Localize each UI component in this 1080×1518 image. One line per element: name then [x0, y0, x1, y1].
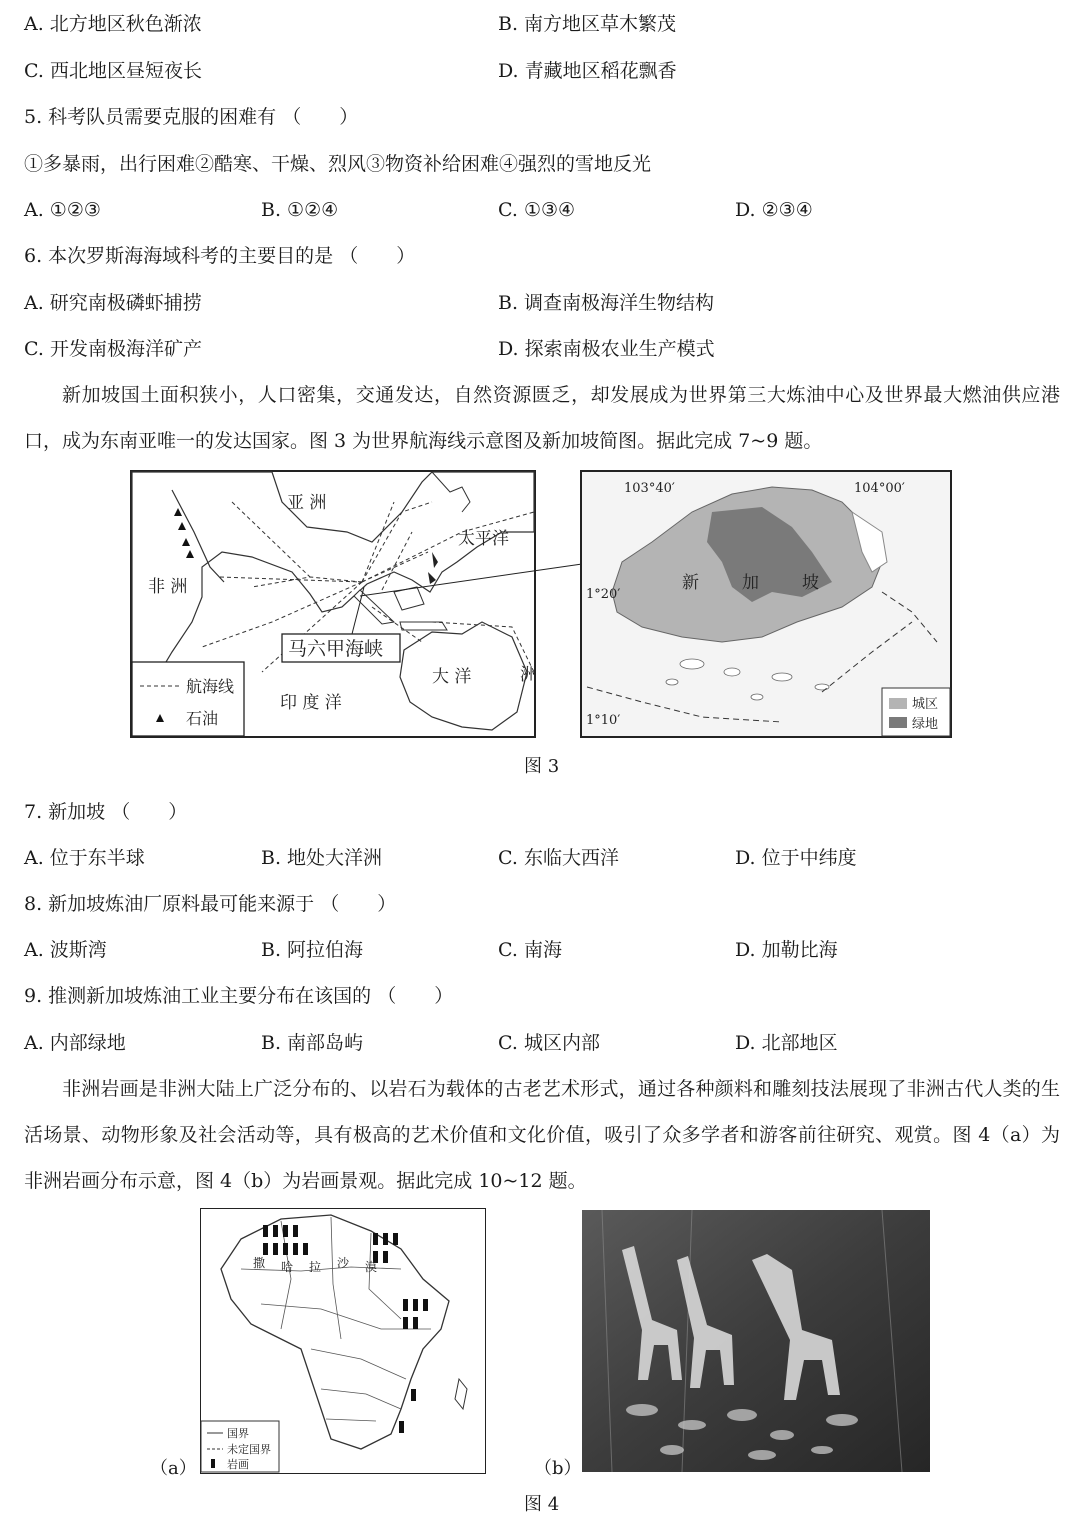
q9-option-d: D. 北部地区 [735, 1032, 838, 1054]
legend-undefined-border: 未定国界 [227, 1443, 271, 1456]
q7-option-d: D. 位于中纬度 [735, 847, 857, 869]
legend-green-swatch [889, 717, 907, 728]
passage-singapore: 新加坡国土面积狭小，人口密集，交通发达，自然资源匮乏，却发展成为世界第三大炼油中心及世界最大燃油供应港口，成为东南亚唯一的发达国家。图 3 为世界航海线示意图及新加坡简图。据此完成 7~9 题。 [24, 384, 1060, 452]
label-oceania-zhou: 洲 [520, 665, 537, 685]
figure-4a-label: （a） [150, 1458, 197, 1479]
q5-stem: 5. 科考队员需要克服的困难有 （ ） [24, 106, 359, 128]
q7-option-c: C. 东临大西洋 [498, 847, 619, 869]
sahara-char-4: 沙 [337, 1256, 350, 1270]
q4-option-c: C. 西北地区昼短夜长 [24, 60, 202, 82]
figure-4b-label: （b） [534, 1458, 582, 1479]
label-malacca-strait: 马六甲海峡 [288, 638, 384, 660]
legend-green: 绿地 [912, 717, 939, 732]
label-africa: 非 洲 [148, 577, 188, 597]
label-asia: 亚 洲 [287, 493, 327, 513]
shipping-route-map [130, 470, 536, 738]
sahara-char-3: 拉 [309, 1260, 322, 1274]
lon-103-40: 103°40′ [624, 481, 675, 496]
q8-option-b: B. 阿拉伯海 [261, 939, 364, 961]
q5-option-d: D. ②③④ [735, 199, 813, 221]
sahara-char-2: 哈 [281, 1260, 294, 1274]
q5-option-c: C. ①③④ [498, 199, 576, 221]
q6-stem: 6. 本次罗斯海海域科考的主要目的是 （ ） [24, 245, 416, 267]
q8-option-a: A. 波斯湾 [24, 939, 107, 961]
legend-route: 航海线 [186, 677, 235, 696]
q9-option-b: B. 南部岛屿 [261, 1032, 364, 1054]
q9-stem: 9. 推测新加坡炼油工业主要分布在该国的 （ ） [24, 985, 454, 1007]
rock-art-photo [582, 1210, 930, 1472]
q4-option-b: B. 南方地区草木繁茂 [498, 13, 677, 35]
sahara-char-1: 撒 [253, 1256, 266, 1270]
figure-3-caption: 图 3 [524, 756, 560, 777]
q5-items: ①多暴雨，出行困难②酷寒、干燥、烈风③物资补给困难④强烈的雪地反光 [24, 153, 652, 175]
lon-104-00: 104°00′ [854, 481, 905, 496]
q6-option-a: A. 研究南极磷虾捕捞 [24, 292, 202, 314]
q5-option-b: B. ①②④ [261, 199, 339, 221]
q7-option-a: A. 位于东半球 [24, 847, 145, 869]
map-char-2: 加 [742, 573, 759, 593]
legend-urban: 城区 [912, 697, 939, 712]
figure-4-caption: 图 4 [524, 1494, 560, 1515]
legend-oil: 石油 [186, 709, 219, 728]
passage-africa: 非洲岩画是非洲大陆上广泛分布的、以岩石为载体的古老艺术形式，通过各种颜料和雕刻技法展现了非洲古代人类的生活场景、动物形象及社会活动等，具有极高的艺术价值和文化价值，吸引了众多学者和游客前往研究、观赏。图 4（a）为非洲岩画分布示意，图 4（b）为岩画景观。据此完成 10~12 题。 [24, 1078, 1060, 1192]
label-indian-ocean: 印 度 洋 [280, 693, 342, 713]
legend-urban-swatch [889, 698, 907, 709]
q4-option-d: D. 青藏地区稻花飘香 [498, 60, 677, 82]
q5-option-a: A. ①②③ [24, 199, 101, 221]
label-oceania: 大 洋 [432, 667, 472, 687]
legend-border: 国界 [227, 1427, 249, 1440]
singapore-map [580, 470, 952, 738]
map-char-1: 新 [682, 573, 699, 593]
q9-option-a: A. 内部绿地 [24, 1032, 126, 1054]
q7-option-b: B. 地处大洋洲 [261, 847, 383, 869]
africa-rock-art-map [200, 1208, 486, 1474]
map-char-3: 坡 [802, 573, 819, 593]
q8-stem: 8. 新加坡炼油厂原料最可能来源于 （ ） [24, 893, 397, 915]
q4-option-a: A. 北方地区秋色渐浓 [24, 13, 202, 35]
q9-option-c: C. 城区内部 [498, 1032, 600, 1054]
label-pacific: 太平洋 [458, 529, 509, 549]
lat-1-10: 1°10′ [586, 713, 621, 728]
connector-line [360, 560, 585, 600]
q6-option-d: D. 探索南极农业生产模式 [498, 338, 715, 360]
legend-rock-art: 岩画 [227, 1458, 249, 1471]
lat-1-20: 1°20′ [586, 587, 621, 602]
sahara-char-5: 漠 [365, 1260, 378, 1274]
q6-option-c: C. 开发南极海洋矿产 [24, 338, 202, 360]
q7-stem: 7. 新加坡 （ ） [24, 801, 188, 823]
q6-option-b: B. 调查南极海洋生物结构 [498, 292, 715, 314]
q8-option-c: C. 南海 [498, 939, 562, 961]
q8-option-d: D. 加勒比海 [735, 939, 838, 961]
